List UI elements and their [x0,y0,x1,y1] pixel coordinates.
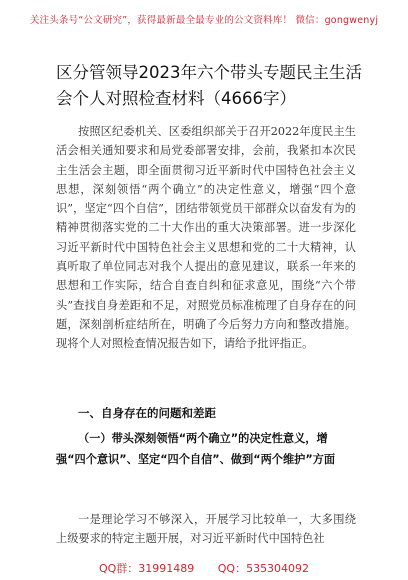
footer-qq-group: QQ群：31991489 [98,562,195,575]
footer-qq: QQ：535304092 [217,562,310,575]
header-banner: 关注头条号“公文研究”，获得最新最全最专业的公文资料库！ 微信：gongwenyj [29,15,379,26]
body-paragraph: 一是理论学习不够深入，开展学习比较单一，大多围绕上级要求的特定主题开展，对习近平新时代中国特色社 [56,513,356,546]
sub-heading: （一）带头深刻领悟“两个确立”的决定性意义，增强“四个意识”、坚定“四个自信”、做到“两个维护”方面 [56,432,336,466]
section-heading: 一、自身存在的问题和差距 [78,406,216,420]
footer-contact [0,560,408,576]
document-title: 区分管领导2023年六个带头专题民主生活会个人对照检查材料（4666字） [56,63,362,108]
intro-paragraph: 按照区纪委机关、区委组织部关于召开2022年度民主生活会相关通知要求和局党委部署安排，会前，我紧扣本次民主生活会主题，即全面贯彻习近平新时代中国特色社会主义思想，深刻领悟“两个确立”的决定性意义，增强“四个意识”，坚定“四个自信”，团结带领党员干部群众以奋发有为的精神贯彻落实党的二十大作出的重大决策部署。进一步深化习近平新时代中国特色社会主义思想和党的二十大精神，认真听取了单位同志对我个人提出的意见建议，联系一年来的思想和工作实际，结合自查自纠和征求意见，围绕“六个带头”查找自身差距和不足，对照党员标准梳理了自身存在的问题，深刻剖析症结所在，明确了今后努力方向和整改措施。现将个人对照检查情况报告如下，请给予批评指正。 [56,125,356,351]
